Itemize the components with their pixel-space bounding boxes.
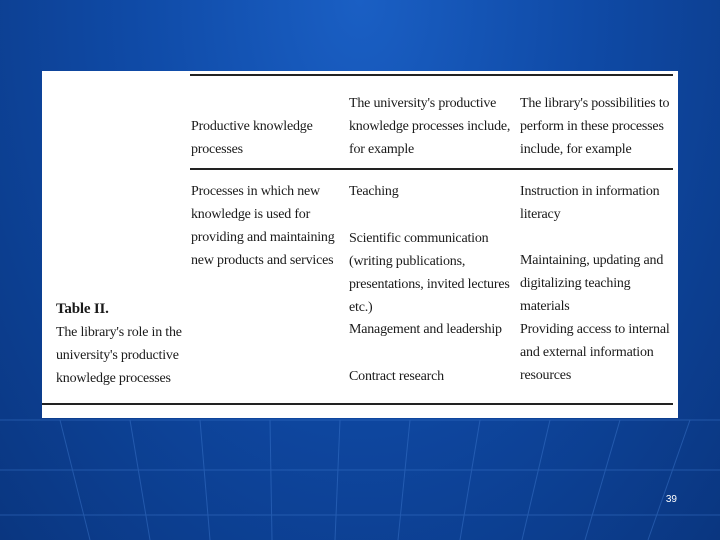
col3-maintaining: Maintaining, updating and digitalizing teaching materials [520,253,664,314]
col2-teaching: Teaching [349,184,399,199]
header-rule [190,168,673,170]
col3-providing-access: Providing access to internal and external information resources [520,322,670,383]
col2-contract-research: Contract research [349,369,444,384]
table-figure [42,71,678,418]
col2-scientific-communication: Scientific communication (writing publications, presentations, invited lectures etc.) [349,231,510,315]
page-number: 39 [665,494,677,505]
bottom-rule [42,403,673,405]
caption-text: The library's role in the university's productive knowledge processes [56,325,182,386]
top-rule [190,74,673,76]
header-col3: The library's possibilities to perform in these processes include, for example [520,96,670,157]
header-col2: The university's productive knowledge processes include, for example [349,96,511,157]
header-col1: Productive knowledge processes [191,119,313,157]
caption-title: Table II. [56,301,109,317]
body-col1: Processes in which new knowledge is used for providing and maintaining new products and services [191,184,335,268]
col3-instruction: Instruction in information literacy [520,184,660,222]
col2-management: Management and leadership [349,322,502,337]
